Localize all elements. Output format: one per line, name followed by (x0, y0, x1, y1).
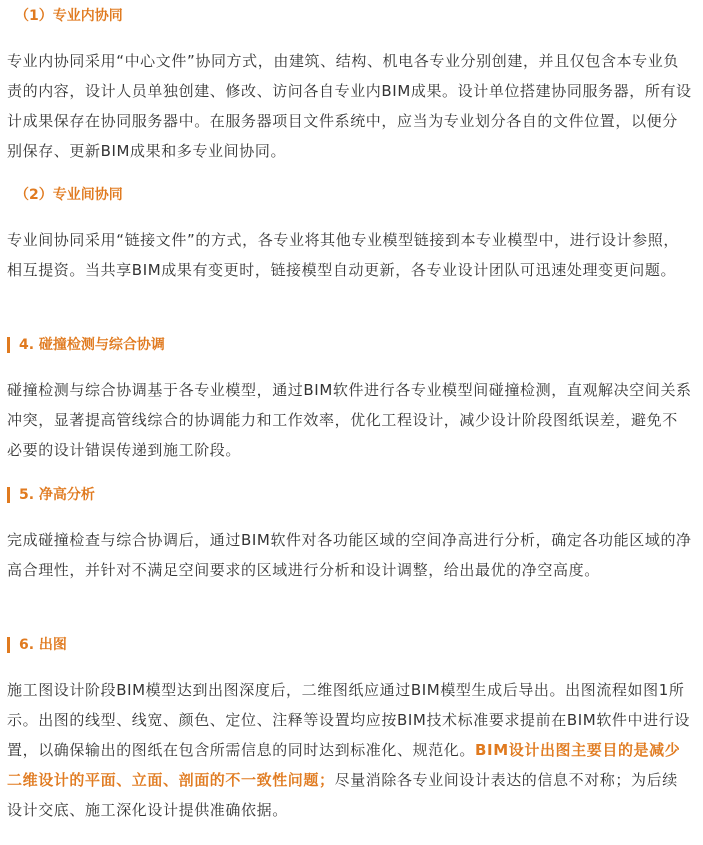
heading-accent-bar (7, 637, 10, 653)
subheading-intra-discipline: （1）专业内协同 (15, 8, 123, 24)
section-heading-clearance-analysis (7, 485, 95, 505)
heading-accent-bar (7, 487, 10, 503)
section-title: 6. 出图 (19, 637, 67, 653)
paragraph-tail-text: 尽量消除各专业间设计表达的信息不对称；为后续设计交底、施工深化设计提供准确依据。 (7, 771, 678, 819)
paragraph-drawing-output (7, 675, 693, 825)
paragraph-intra-discipline: 专业内协同采用“中心文件”协同方式，由建筑、结构、机电各专业分别创建，并且仅包含本专业负责的内容，设计人员单独创建、修改、访问各自专业内BIM成果。设计单位搭建协同服务器，所有设计成果保存在协同服务器中。在服务器项目文件系统中，应当为专业划分各自的文件位置，以便分别保存、更新BIM成果和多专业间协同。 (7, 52, 692, 160)
paragraph-text: 施工图设计阶段BIM模型达到出图深度后，二维图纸应通过BIM模型生成后导出。出图流程如图1所示。出图的线型、线宽、颜色、定位、注释等设置均应按BIM技术标准要求提前在BIM软件中进行设置，以确保输出的图纸在包含所需信息的同时达到标准化、规范化。 (7, 681, 690, 759)
section-heading-clash-detection (7, 335, 165, 355)
section-title: 4. 碰撞检测与综合协调 (19, 337, 165, 353)
heading-accent-bar (7, 337, 10, 353)
paragraph-clearance-analysis: 完成碰撞检查与综合协调后，通过BIM软件对各功能区域的空间净高进行分析，确定各功能区域的净高合理性，并针对不满足空间要求的区域进行分析和设计调整，给出最优的净空高度。 (7, 531, 692, 579)
subheading-inter-discipline: （2）专业间协同 (15, 187, 123, 203)
paragraph-inter-discipline: 专业间协同采用“链接文件”的方式，各专业将其他专业模型链接到本专业模型中，进行设计参照，相互提资。当共享BIM成果有变更时，链接模型自动更新，各专业设计团队可迅速处理变更问题。 (7, 231, 679, 279)
section-heading-drawing-output (7, 635, 67, 655)
highlighted-text: BIM设计出图主要目的是减少二维设计的平面、立面、剖面的不一致性问题； (7, 741, 681, 789)
paragraph-clash-detection: 碰撞检测与综合协调基于各专业模型，通过BIM软件进行各专业模型间碰撞检测，直观解决空间关系冲突，显著提高管线综合的协调能力和工作效率，优化工程设计，减少设计阶段图纸误差，避免不必要的设计错误传递到施工阶段。 (7, 381, 692, 459)
section-title: 5. 净高分析 (19, 487, 95, 503)
